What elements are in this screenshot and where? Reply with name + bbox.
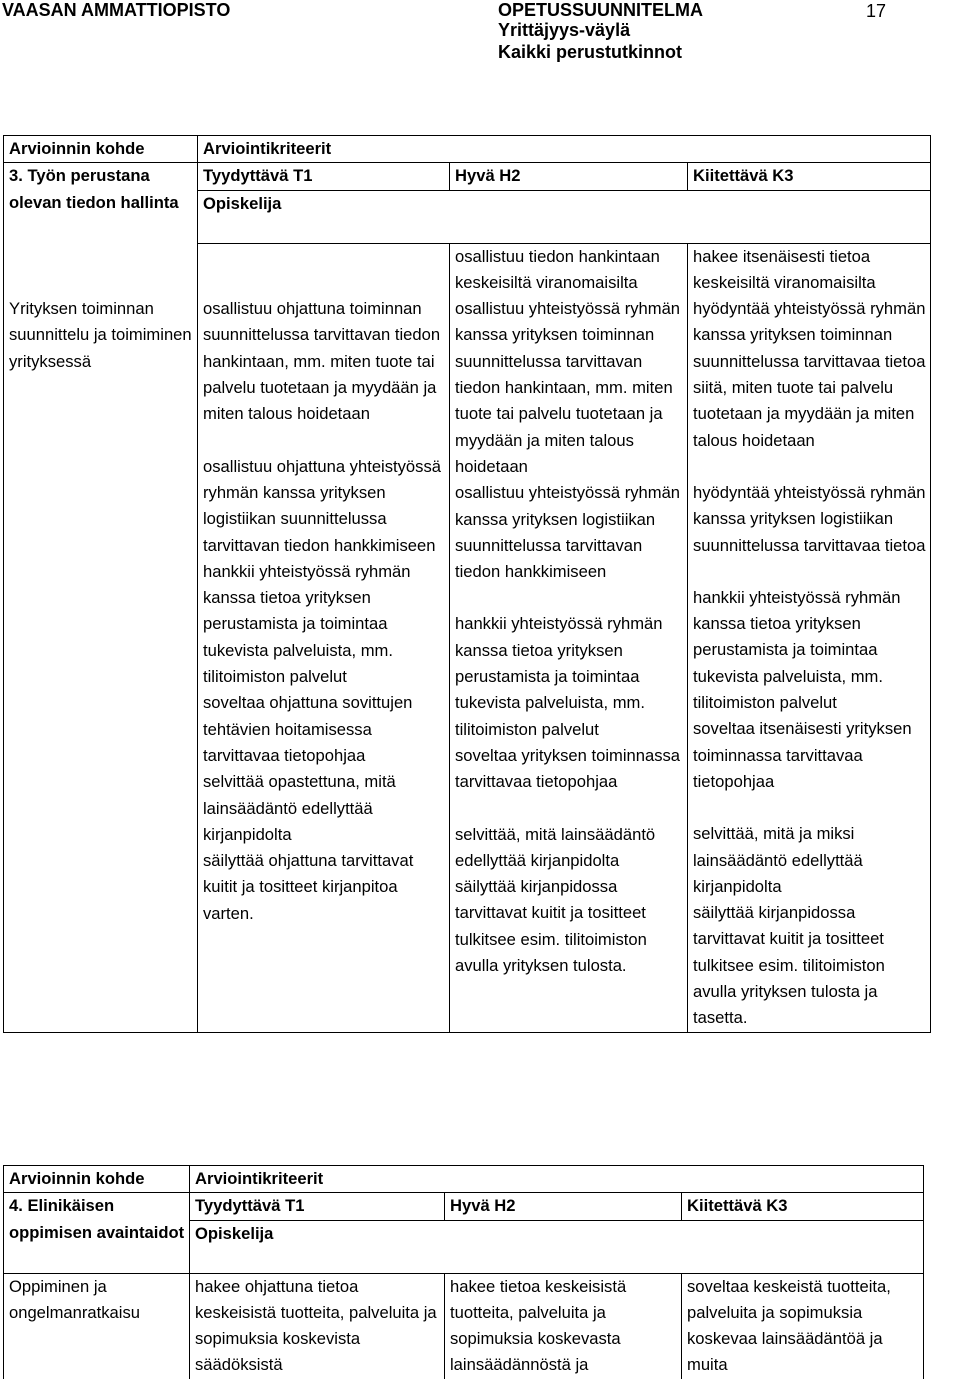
target-header: Arvioinnin kohde bbox=[4, 1166, 190, 1193]
spacer bbox=[693, 454, 926, 480]
k3-criterion-1: hyödyntää yhteistyössä ryhmän kanssa yrityksen toiminnan suunnittelussa tarvittavaa tietoa siitä, miten tuote tai palvelu tuotetaan ja myydään ja miten talous hoidetaan bbox=[693, 299, 926, 450]
spacer bbox=[693, 795, 926, 821]
k3-criteria-cell: soveltaa keskeistä tuotteita, palveluita ja sopimuksia koskevaa lainsäädäntöä ja muita bbox=[682, 1273, 924, 1379]
spacer bbox=[203, 428, 445, 454]
h2-criterion-2: osallistuu yhteistyössä ryhmän kanssa yrityksen logistiikan suunnittelussa tarvittavan tiedon hankkimiseen bbox=[455, 483, 681, 582]
k3-criteria-cell bbox=[688, 296, 931, 1032]
subject-cell: Yrityksen toiminnan suunnittelu ja toimiminen yrityksessä bbox=[4, 296, 198, 1032]
subject-cell: Oppiminen ja ongelmanratkaisu bbox=[4, 1273, 190, 1379]
spacer bbox=[455, 796, 683, 822]
h2-criterion-6: säilyttää kirjanpidossa tarvittavat kuitit ja tositteet tulkitsee esim. tilitoimiston avulla yrityksen tulosta. bbox=[455, 877, 647, 976]
k3-criterion-5: selvittää, mitä ja miksi lainsäädäntö edellyttää kirjanpidolta bbox=[693, 824, 863, 896]
spacer bbox=[455, 585, 683, 611]
target-title: 3. Työn perustana olevan tiedon hallinta bbox=[4, 163, 198, 296]
t1-criterion-4: soveltaa ohjattuna sovittujen tehtävien hoitamisessa tarvittavaa tietopohjaa bbox=[203, 693, 413, 765]
criteria-header: Arviointikriteerit bbox=[198, 136, 931, 163]
k3-criterion-4: soveltaa itsenäisesti yrityksen toiminnassa tarvittavaa tietopohjaa bbox=[693, 719, 912, 791]
grade-h2-header: Hyvä H2 bbox=[450, 163, 688, 190]
intro-t1-cell bbox=[198, 243, 450, 296]
page-header bbox=[0, 0, 960, 70]
k3-criterion-3: hankkii yhteistyössä ryhmän kanssa tietoa yrityksen perustamista ja toimintaa tukevista palveluista, mm. tilitoimiston palvelut bbox=[693, 587, 901, 713]
criteria-table-4 bbox=[3, 1165, 924, 1379]
h2-criterion-5: selvittää, mitä lainsäädäntö edellyttää kirjanpidolta bbox=[455, 824, 656, 870]
grade-t1-header: Tyydyttävä T1 bbox=[190, 1193, 445, 1220]
h2-criterion-1: osallistuu yhteistyössä ryhmän kanssa yrityksen toiminnan suunnittelussa tarvittavan tiedon hankintaan, mm. miten tuote tai palvelu tuotetaan ja myydään ja miten talous hoidetaan bbox=[455, 299, 681, 476]
h2-criterion-4: soveltaa yrityksen toiminnassa tarvittavaa tietopohjaa bbox=[455, 745, 681, 792]
t1-criterion-2: osallistuu ohjattuna yhteistyössä ryhmän kanssa yrityksen logistiikan suunnittelussa tarvittavan tiedon hankkimiseen bbox=[203, 456, 441, 555]
grade-k3-header: Kiitettävä K3 bbox=[688, 163, 931, 190]
criteria-header: Arviointikriteerit bbox=[190, 1166, 924, 1193]
target-header: Arvioinnin kohde bbox=[4, 136, 198, 163]
document-subtitle: Yrittäjyys-väylä bbox=[498, 20, 631, 40]
school-name: VAASAN AMMATTIOPISTO bbox=[2, 0, 231, 20]
k3-criterion-6: säilyttää kirjanpidossa tarvittavat kuitit ja tositteet tulkitsee esim. tilitoimiston avulla yrityksen tulosta ja tasetta. bbox=[693, 903, 885, 1028]
grade-h2-header: Hyvä H2 bbox=[445, 1193, 682, 1220]
t1-criterion-3: hankkii yhteistyössä ryhmän kanssa tietoa yrityksen perustamista ja toimintaa tukevista palveluista, mm. tilitoimiston palvelut bbox=[203, 561, 411, 687]
grade-t1-header: Tyydyttävä T1 bbox=[198, 163, 450, 190]
student-header: Opiskelija bbox=[198, 190, 931, 243]
student-header: Opiskelija bbox=[190, 1220, 924, 1273]
t1-criteria-cell bbox=[198, 296, 450, 1032]
h2-criteria-cell bbox=[450, 296, 688, 1032]
h2-criteria-cell: hakee tietoa keskeisistä tuotteita, palveluita ja sopimuksia koskevasta lainsäädännöstä ja bbox=[445, 1273, 682, 1379]
t1-criterion-6: säilyttää ohjattuna tarvittavat kuitit ja tositteet kirjanpitoa varten. bbox=[203, 851, 414, 923]
intro-k3-cell: hakee itsenäisesti tietoa keskeisiltä viranomaisilta bbox=[688, 243, 931, 296]
h2-criterion-3: hankkii yhteistyössä ryhmän kanssa tietoa yrityksen perustamista ja toimintaa tukevista palveluista, mm. tilitoimiston palvelut bbox=[455, 614, 663, 739]
intro-h2-cell: osallistuu tiedon hankintaan keskeisiltä viranomaisilta bbox=[450, 243, 688, 296]
t1-criterion-1: osallistuu ohjattuna toiminnan suunnittelussa tarvittavan tiedon hankintaan, mm. miten tuote tai palvelu tuotetaan ja myydään ja miten talous hoidetaan bbox=[203, 299, 441, 424]
k3-criterion-2: hyödyntää yhteistyössä ryhmän kanssa yrityksen logistiikan suunnittelussa tarvittavaa tietoa bbox=[693, 482, 926, 555]
grade-k3-header: Kiitettävä K3 bbox=[682, 1193, 924, 1220]
document-scope: Kaikki perustutkinnot bbox=[498, 42, 683, 62]
spacer bbox=[693, 559, 926, 585]
t1-criteria-cell: hakee ohjattuna tietoa keskeisistä tuotteita, palveluita ja sopimuksia koskevista säädöksistä bbox=[190, 1273, 445, 1379]
criteria-table-3 bbox=[3, 135, 931, 1033]
page-number: 17 bbox=[866, 1, 887, 21]
target-title: 4. Elinikäisen oppimisen avaintaidot bbox=[4, 1193, 190, 1273]
t1-criterion-5: selvittää opastettuna, mitä lainsäädäntö edellyttää kirjanpidolta bbox=[203, 772, 396, 844]
document-title: OPETUSSUUNNITELMA bbox=[498, 0, 704, 20]
